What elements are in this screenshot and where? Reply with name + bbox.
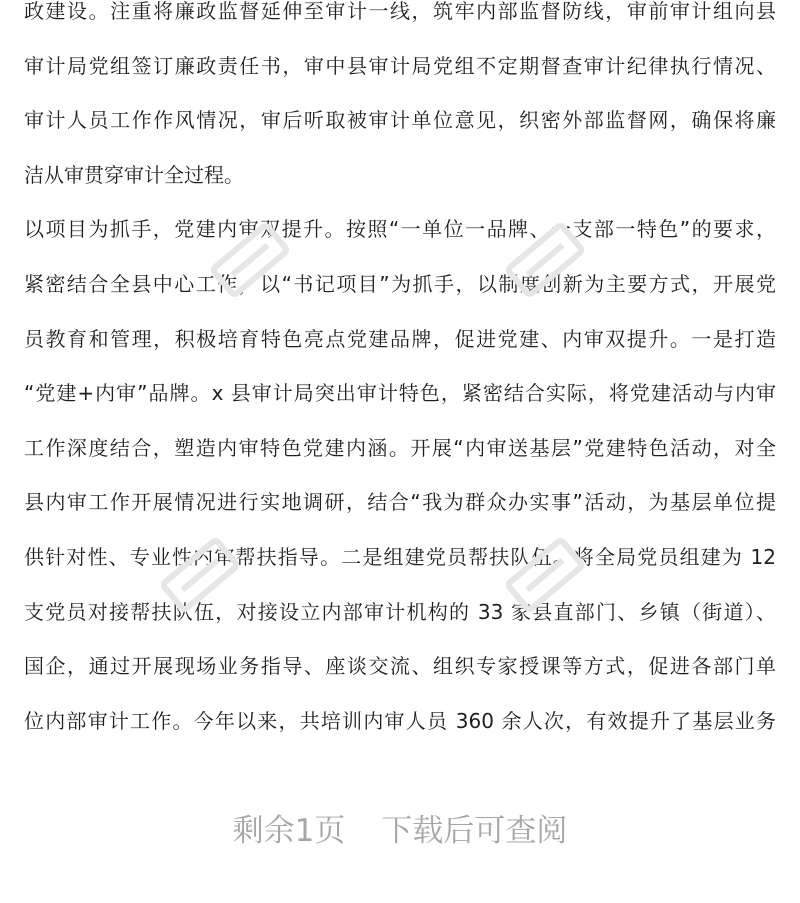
download-more-banner[interactable] xyxy=(0,800,800,854)
text-line-9: 工作深度结合，塑造内审特色党建内涵。开展“内审送基层”党建特色活动，对全 xyxy=(24,435,776,460)
text-line-6: 紧密结合全县中心工作，以“书记项目”为抓手，以制度创新为主要方式，开展党 xyxy=(24,271,776,296)
text-line-3: 审计人员工作作风情况，审后听取被审计单位意见，织密外部监督网，确保将廉 xyxy=(24,108,776,133)
text-line-5: 以项目为抓手，党建内审双提升。按照“一单位一品牌、一支部一特色”的要求， xyxy=(24,217,776,242)
text-line-2: 审计局党组签订廉政责任书，审中县审计局党组不定期督查审计纪律执行情况、 xyxy=(24,53,776,78)
text-line-13: 国企，通过开展现场业务指导、座谈交流、组织专家授课等方式，促进各部门单 xyxy=(24,654,776,679)
download-hint-label[interactable]: 下载后可查阅 xyxy=(381,812,568,849)
text-line-8: “党建+内审”品牌。x 县审计局突出审计特色，紧密结合实际，将党建活动与内审 xyxy=(24,381,776,406)
text-line-4: 洁从审贯穿审计全过程。 xyxy=(24,162,244,187)
document-body xyxy=(24,0,776,748)
text-line-12: 支党员对接帮扶队伍，对接设立内部审计机构的 33 家县直部门、乡镇（街道）、 xyxy=(24,599,776,624)
text-line-11: 供针对性、专业性内审帮扶指导。二是组建党员帮扶队伍。将全局党员组建为 12 xyxy=(24,544,776,569)
text-line-7: 员教育和管理，积极培育特色亮点党建品牌，促进党建、内审双提升。一是打造 xyxy=(24,326,776,351)
text-line-10: 县内审工作开展情况进行实地调研，结合“我为群众办实事”活动，为基层单位提 xyxy=(24,490,776,515)
remaining-pages-label[interactable]: 剩余1页 xyxy=(232,812,346,849)
text-line-1: 政建设。注重将廉政监督延伸至审计一线，筑牢内部监督防线，审前审计组向县 xyxy=(24,0,776,23)
text-line-14: 位内部审计工作。今年以来，共培训内审人员 360 余人次，有效提升了基层业务 xyxy=(24,708,776,733)
